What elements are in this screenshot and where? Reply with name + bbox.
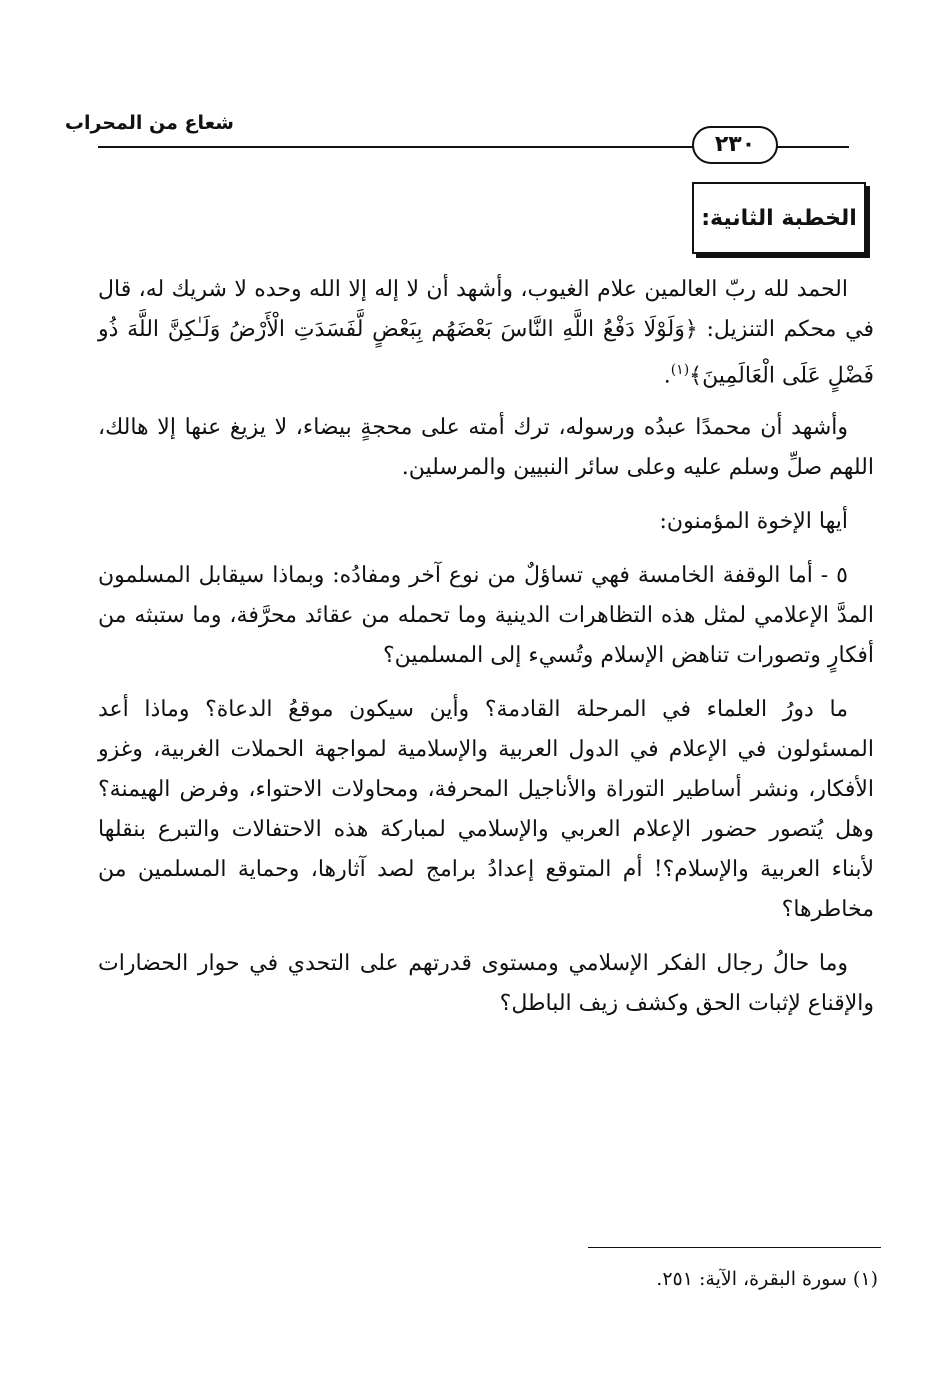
paragraph-1: [98, 270, 874, 396]
paragraph-5: ما دورُ العلماء في المرحلة القادمة؟ وأين سيكون موقعُ الدعاة؟ وماذا أعد المسئولون في الإعلام في الدول العربية والإسلامية لمواجهة الحملات الغربية، وغزو الأفكار، ونشر أساطير التوراة والأناجيل المحرفة، ومحاولات الاحتواء، وفرض الهيمنة؟ وهل يُتصور حضور الإعلام العربي والإسلامي لمباركة هذه الاحتفالات والتبرع بنقلها لأبناء العربية والإسلام؟! أم المتوقع إعدادُ برامج لصد آثارها، وحماية المسلمين من مخاطرها؟: [98, 697, 874, 923]
paragraph-1-end: .: [663, 363, 671, 389]
quran-verse: ﴿وَلَوْلَا دَفْعُ اللَّهِ النَّاسَ بَعْضَهُم بِبَعْضٍ لَّفَسَدَتِ الْأَرْضُ وَلَـٰكِنَّ اللَّهَ ذُو فَضْلٍ عَلَى الْعَالَمِينَ﴾: [98, 317, 874, 389]
running-title: شعاع من المحراب: [64, 112, 234, 134]
page-number: ٢٣٠: [692, 126, 778, 164]
section-title: الخطبة الثانية:: [701, 205, 857, 231]
paragraph-4: ٥ - أما الوقفة الخامسة فهي تساؤلٌ من نوع آخر ومفادُه: وبماذا سيقابل المسلمون المدَّ الإعلامي لمثل هذه التظاهرات الدينية وما تحمله من عقائد محرَّفة، وما ستبثه من أفكارٍ وتصورات تناهض الإسلام وتُسيء إلى المسلمين؟: [98, 563, 874, 669]
section-title-box: [692, 182, 866, 254]
footnote-rule: [588, 1247, 881, 1248]
body-text: [98, 270, 874, 1038]
footnote-reference: (١): [670, 362, 690, 378]
paragraph-2: وأشهد أن محمدًا عبدُه ورسوله، ترك أمته على محجةٍ بيضاء، لا يزيغ عنها إلا هالك، اللهم صلِّ وسلم عليه وعلى سائر النبيين والمرسلين.: [98, 415, 874, 481]
paragraph-1-intro: الحمد لله ربّ العالمين علام الغيوب، وأشهد أن لا إله إلا الله وحده لا شريك له، قال في محكم التنزيل:: [98, 277, 874, 342]
paragraph-6: وما حالُ رجال الفكر الإسلامي ومستوى قدرتهم على التحدي في حوار الحضارات والإقناع لإثبات الحق وكشف زيف الباطل؟: [98, 951, 874, 1017]
footnote: (١) سورة البقرة، الآية: ٢٥١.: [656, 1268, 878, 1290]
paragraph-3: أيها الإخوة المؤمنون:: [659, 509, 848, 535]
